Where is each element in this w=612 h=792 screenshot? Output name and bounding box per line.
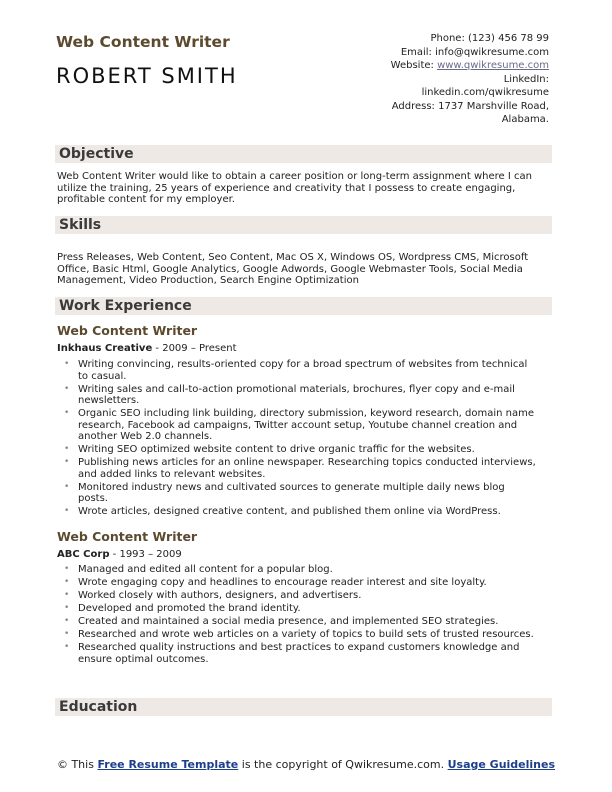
- header-job-title: Web Content Writer: [56, 33, 230, 51]
- address-line2: Alabama.: [501, 114, 549, 125]
- bullet-item: • Writing SEO optimized website content to drive organic traffic for the websites.: [57, 444, 537, 456]
- bullet-item: • Researched and wrote web articles on a variety of topics to build sets of trusted resources.: [57, 629, 537, 641]
- bullet-item: • Developed and promoted the brand identity.: [57, 603, 537, 615]
- bullet-item: • Researched quality instructions and best practices to expand customers knowledge and ensure optimal outcomes.: [57, 642, 537, 665]
- job-title: Web Content Writer: [57, 323, 198, 338]
- contact-phone: [319, 32, 549, 46]
- bullet-item: • Created and maintained a social media presence, and implemented SEO strategies.: [57, 616, 537, 628]
- email-value: info@qwikresume.com: [435, 46, 549, 58]
- job-bullets: [57, 564, 537, 667]
- job-company-line: [57, 343, 237, 354]
- bullet-item: • Monitored industry news and cultivated sources to generate multiple daily news blog posts.: [57, 482, 537, 505]
- contact-address: [319, 100, 549, 114]
- skills-section-header: [55, 216, 552, 234]
- company-name: ABC Corp: [57, 549, 110, 560]
- address-label: Address:: [391, 100, 435, 112]
- job-company-line: [57, 549, 182, 560]
- website-label: Website:: [390, 60, 434, 71]
- usage-guidelines-link[interactable]: Usage Guidelines: [447, 758, 556, 771]
- bullet-item: • Managed and edited all content for a popular blog.: [57, 564, 537, 576]
- experience-section-header: [55, 297, 552, 315]
- bullet-item: • Wrote articles, designed creative content, and published them online via WordPress.: [57, 506, 537, 518]
- contact-block: [319, 32, 549, 127]
- contact-email: [319, 46, 549, 60]
- objective-text: Web Content Writer would like to obtain a career position or long-term assignment where I can utilize the training, 25 years of experience and creativity that I possess to create engaging, profitable content for my employer.: [57, 171, 532, 205]
- phone-value: (123) 456 78 99: [468, 33, 549, 44]
- job-dates: - 1993 – 2009: [109, 549, 182, 560]
- bullet-item: • Writing convincing, results-oriented copy for a broad spectrum of websites from technical to casual.: [57, 359, 537, 382]
- linkedin-label: LinkedIn:: [503, 73, 549, 85]
- footer-middle: is the copyright of Qwikresume.com.: [238, 758, 448, 771]
- phone-label: Phone:: [430, 33, 465, 44]
- job-title: Web Content Writer: [57, 529, 198, 544]
- education-heading: Education: [59, 699, 138, 715]
- free-resume-template-link[interactable]: Free Resume Template: [97, 758, 239, 771]
- address-line1: 1737 Marshville Road,: [438, 100, 549, 112]
- email-label: Email:: [400, 46, 432, 58]
- job-dates: - 2009 – Present: [152, 343, 237, 354]
- contact-website: [319, 59, 549, 73]
- candidate-name: ROBERT SMITH: [56, 64, 238, 88]
- objective-heading: Objective: [59, 146, 134, 162]
- footer-copyright: [0, 758, 612, 771]
- linkedin-value: linkedin.com/qwikresume: [421, 87, 549, 98]
- job-bullets: [57, 359, 537, 519]
- skills-heading: Skills: [59, 217, 102, 233]
- skills-text: Press Releases, Web Content, Seo Content, Mac OS X, Windows OS, Wordpress CMS, Microsoft Office, Basic Html, Google Analytics, Google Adwords, Google Webmaster Tools, Social Media Management, Video Production, Search Engine Optimization: [57, 252, 529, 286]
- bullet-item: • Worked closely with authors, designers, and advertisers.: [57, 590, 537, 602]
- footer-prefix: © This: [56, 758, 98, 771]
- education-section-header: [55, 698, 552, 716]
- experience-heading: Work Experience: [59, 298, 192, 314]
- bullet-item: • Writing sales and call-to-action promotional materials, brochures, flyer copy and e-mail newsletters.: [57, 384, 537, 407]
- website-link[interactable]: www.qwikresume.com: [437, 60, 549, 71]
- bullet-item: • Publishing news articles for an online newspaper. Researching topics conducted interviews, and added links to relevant websites.: [57, 457, 537, 480]
- bullet-item: • Wrote engaging copy and headlines to encourage reader interest and site loyalty.: [57, 577, 537, 589]
- bullet-item: • Organic SEO including link building, directory submission, keyword research, domain name research, Facebook ad campaigns, Twitter account setup, Youtube channel creation and another Web 2.0 channels.: [57, 408, 537, 443]
- objective-section-header: [55, 145, 552, 163]
- company-name: Inkhaus Creative: [57, 343, 153, 354]
